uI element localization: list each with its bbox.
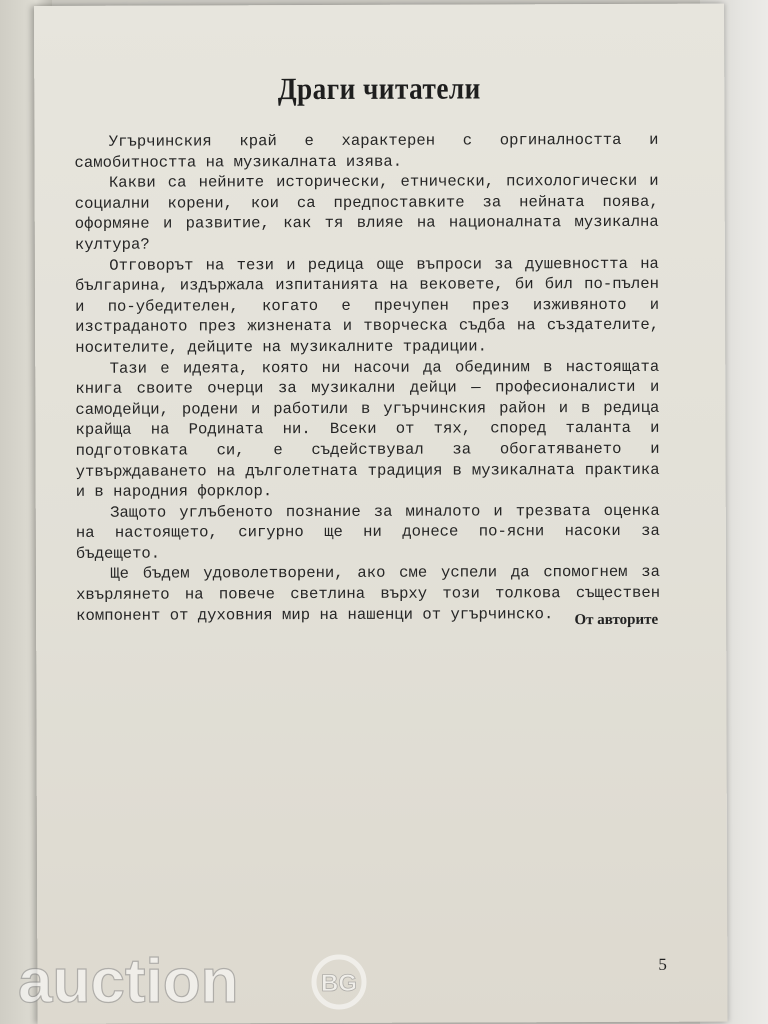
- page-title: Драги читатели: [277, 70, 481, 107]
- watermark-badge: BG: [321, 970, 357, 997]
- paragraph-5: Защото углъбеното познание за миналото и трезвата оценка на настоящето, сигурно ще ни донесе по-ясни насоки за бъдещето.: [75, 501, 660, 563]
- signature: От авторите: [574, 611, 659, 629]
- watermark-text: auction: [18, 947, 239, 1014]
- paragraph-2: Какви са нейните исторически, етнически, психологически и социални корени, кои са предпоставките за нейната поява, оформяне и развитие, как тя влияе на националната музикална култура?: [74, 172, 659, 254]
- paragraph-6: Ще бъдем удоволетворени, ако сме успели да спомогнем за хвърлянето на повече светлина върху този толкова съществен компонент от духовния мир на нашенци от угърчинско.: [76, 563, 661, 625]
- body-text: [74, 130, 660, 626]
- paragraph-3: Отговорът на тези и редица още въпроси за душевността на българина, издържала изпитанията на вековете, би бил по-пълен и по-убедителен, когато е пречупен през изживяното и изстраданото през жизнената и творческа съдба на създателите, носителите, дейците на музикалните традиции.: [74, 254, 660, 357]
- paragraph-1: Угърчинския край е характерен с оргиналността и самобитността на музикалната изява.: [74, 130, 659, 172]
- book-page: [34, 4, 728, 1024]
- page-number: 5: [658, 954, 667, 974]
- paragraph-4: Тази е идеята, която ни насочи да обединим в настоящата книга своите очерци за музикални дейци — професионалисти и самодейци, родени и работили в угърчинския район и в редица крайща на Родината ни. Всеки от тях, според таланта и подготовката си, е съдействувал за обогатяването и утвърждаването на дълголетната традиция в музикалната практика и в народния форклор.: [75, 357, 660, 501]
- watermark-logo: [14, 944, 374, 1014]
